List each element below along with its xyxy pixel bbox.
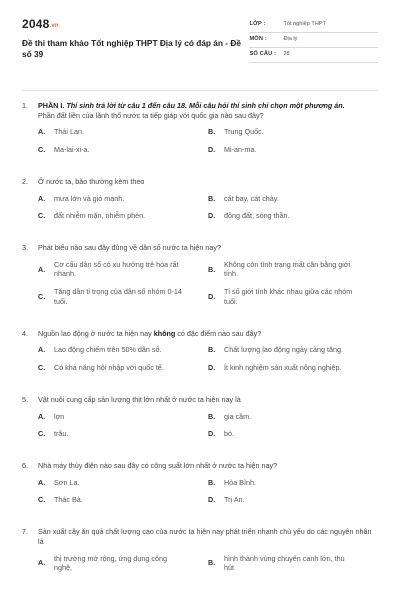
option-text: Tỉ số giới tính khác nhau giữa các nhóm tuổi.: [224, 287, 353, 306]
option-text: Cơ cấu dân số có xu hướng trẻ hóa rất nhanh.: [54, 259, 179, 279]
answer-option[interactable]: [208, 363, 378, 373]
option-text: Chất lượng lao động ngày càng tăng.: [224, 345, 344, 355]
question-7: [22, 527, 378, 573]
question-prompt: Nhà máy thủy điện nào sau đây có công suất lớn nhất ở nước ta hiện nay?: [38, 460, 278, 470]
option-text: Trung Quốc.: [224, 127, 264, 137]
option-text: Mi-an-ma.: [224, 145, 257, 155]
option-letter: C.: [38, 363, 46, 373]
question-number: 5.: [22, 394, 28, 404]
option-text: Có khả năng hội nhập với quốc tế.: [54, 363, 164, 373]
option-letter: D.: [208, 495, 216, 505]
answer-option[interactable]: [38, 211, 208, 221]
answer-option[interactable]: [208, 429, 378, 439]
answer-option[interactable]: [38, 127, 208, 137]
answer-option[interactable]: [38, 287, 208, 306]
question-2: [22, 177, 378, 221]
option-letter: B.: [208, 193, 216, 203]
section-lead: PHẦN I.: [38, 101, 65, 110]
question-text: [22, 461, 378, 471]
answer-option[interactable]: [38, 363, 208, 373]
header-divider: [22, 90, 378, 91]
section-instruction: Thí sinh trả lời từ câu 1 đến câu 18. Mỗi câu hỏi thí sinh chỉ chọn một phương án.: [66, 101, 345, 110]
option-letter: A.: [38, 193, 46, 203]
answer-options: [38, 412, 378, 439]
option-letter: A.: [38, 477, 46, 487]
option-letter: B.: [208, 411, 216, 421]
question-body: [38, 243, 378, 253]
option-letter: A.: [38, 558, 46, 568]
logo-main: 2048: [22, 17, 50, 31]
question-body: [38, 395, 378, 405]
answer-option[interactable]: [208, 145, 378, 155]
question-prompt-start: Nguồn lao động ở nước ta hiện nay: [38, 328, 152, 338]
answer-option[interactable]: [208, 260, 378, 279]
answer-option[interactable]: [208, 345, 378, 355]
question-emphasis: không: [153, 328, 176, 338]
answer-options: [38, 554, 378, 573]
answer-option[interactable]: [38, 145, 208, 155]
option-text: Trị An.: [224, 495, 245, 505]
answer-options: [38, 260, 378, 307]
exam-info-table: [249, 18, 378, 63]
question-number: 4.: [22, 328, 28, 338]
document-header: [22, 16, 378, 80]
answer-option[interactable]: [208, 194, 378, 204]
answer-options: [38, 345, 378, 372]
answer-option[interactable]: [208, 287, 378, 306]
question-body: [38, 177, 378, 187]
question-number: 2.: [22, 176, 28, 186]
option-text: Hòa Bình.: [224, 477, 256, 487]
question-list: [22, 101, 378, 573]
option-letter: B.: [208, 127, 216, 137]
option-letter: A.: [38, 411, 46, 421]
question-body: [38, 527, 378, 546]
option-text: Sơn La.: [54, 477, 80, 487]
answer-options: [38, 127, 378, 154]
answer-option[interactable]: [38, 194, 208, 204]
question-6: [22, 461, 378, 505]
option-letter: C.: [38, 292, 46, 302]
option-letter: B.: [208, 345, 216, 355]
option-letter: C.: [38, 495, 46, 505]
option-text: động đất, sóng thần.: [224, 211, 290, 221]
question-text: [22, 527, 378, 546]
info-value: Địa lý: [283, 36, 298, 43]
info-value: 28: [283, 51, 290, 58]
answer-options: [38, 478, 378, 505]
info-value: Tốt nghiệp THPT: [283, 21, 326, 28]
info-row-subject: [249, 33, 378, 48]
option-text: Lao động chiếm trên 50% dân số.: [54, 345, 162, 355]
logo-suffix: .vn: [49, 23, 59, 29]
question-5: [22, 395, 378, 439]
document-title: Đề thi tham khảo Tốt nghiệp THPT Địa lý có đáp án - Đề số 39: [22, 38, 241, 59]
question-text: [22, 101, 378, 120]
answer-option[interactable]: [208, 495, 378, 505]
option-text: bò.: [224, 429, 234, 439]
question-body: [38, 101, 378, 120]
question-3: [22, 243, 378, 307]
option-letter: B.: [208, 264, 216, 274]
option-letter: C.: [38, 429, 46, 439]
question-prompt: Phát biểu nào sau đây đúng về dân số nước ta hiện nay?: [38, 243, 221, 253]
option-text: Không còn tình trạng mất cân bằng giới tính.: [224, 259, 351, 279]
question-number: 6.: [22, 460, 28, 470]
option-letter: B.: [208, 477, 216, 487]
option-text: đất nhiễm mặn, nhiễm phèn.: [54, 211, 146, 221]
question-prompt: Phần đất liền của lãnh thổ nước ta tiếp giáp với quốc gia nào sau đây?: [38, 110, 264, 120]
option-text: thị trường mở rộng, ứng dụng công nghệ,: [54, 553, 167, 573]
answer-options: [38, 194, 378, 221]
option-text: trâu.: [54, 429, 69, 439]
option-text: lợn: [54, 411, 65, 421]
answer-option[interactable]: [38, 412, 208, 422]
info-row-class: [249, 18, 378, 33]
option-text: gia cầm.: [224, 411, 252, 421]
question-number: 7.: [22, 527, 28, 537]
option-letter: A.: [38, 264, 46, 274]
answer-option[interactable]: [208, 127, 378, 137]
option-letter: D.: [208, 363, 216, 373]
question-prompt: Sản xuất cây ăn quả chất lượng cao của nước ta hiện nay phát triển nhanh chủ yếu do các nguyên nhân là: [38, 527, 372, 546]
option-text: mưa lớn và gió mạnh.: [54, 193, 125, 203]
option-letter: D.: [208, 292, 216, 302]
question-1: [22, 101, 378, 155]
option-letter: D.: [208, 211, 216, 221]
option-letter: C.: [38, 145, 46, 155]
answer-option[interactable]: [38, 478, 208, 488]
question-4: [22, 329, 378, 373]
answer-option[interactable]: [208, 478, 378, 488]
answer-option[interactable]: [38, 260, 208, 279]
option-letter: D.: [208, 429, 216, 439]
option-letter: C.: [38, 211, 46, 221]
question-prompt: Vật nuôi cung cấp sản lượng thịt lớn nhất ở nước ta hiện nay là: [38, 394, 241, 404]
info-label: MÔN :: [249, 36, 267, 43]
site-logo[interactable]: [22, 16, 249, 32]
question-body: [38, 329, 378, 339]
answer-option[interactable]: [38, 345, 208, 355]
question-text: [22, 177, 378, 187]
option-text: cát bay, cát chảy.: [224, 193, 279, 203]
answer-option[interactable]: [38, 429, 208, 439]
question-text: [22, 395, 378, 405]
question-text: [22, 329, 378, 339]
question-number: 3.: [22, 243, 28, 253]
answer-option[interactable]: [38, 495, 208, 505]
question-prompt: Ở nước ta, bão thường kèm theo: [38, 176, 145, 186]
option-text: Tăng dần tỉ trọng của dân số nhóm 0-14 tuổi.: [54, 287, 182, 306]
info-label: SỐ CÂU :: [249, 51, 277, 58]
answer-option[interactable]: [208, 412, 378, 422]
option-letter: B.: [208, 558, 216, 568]
option-text: Ma-lai-xi-a.: [54, 145, 90, 155]
info-row-count: [249, 48, 378, 63]
info-label: LỚP :: [249, 21, 266, 28]
answer-option[interactable]: [208, 211, 378, 221]
question-prompt-end: có đặc điểm nào sau đây?: [177, 328, 262, 338]
option-letter: A.: [38, 127, 46, 137]
option-text: Ít kinh nghiệm sản xuất nông nghiệp.: [224, 363, 342, 373]
header-left: [22, 16, 249, 60]
option-letter: A.: [38, 345, 46, 355]
question-body: [38, 461, 378, 471]
option-text: Thác Bà.: [54, 495, 83, 505]
question-number: 1.: [22, 101, 28, 110]
answer-option[interactable]: [208, 554, 378, 573]
option-text: hình thành vùng chuyên canh lớn, thu hút: [224, 553, 345, 573]
answer-option[interactable]: [38, 554, 208, 573]
question-text: [22, 243, 378, 253]
option-letter: D.: [208, 145, 216, 155]
option-text: Thái Lan.: [54, 127, 84, 137]
